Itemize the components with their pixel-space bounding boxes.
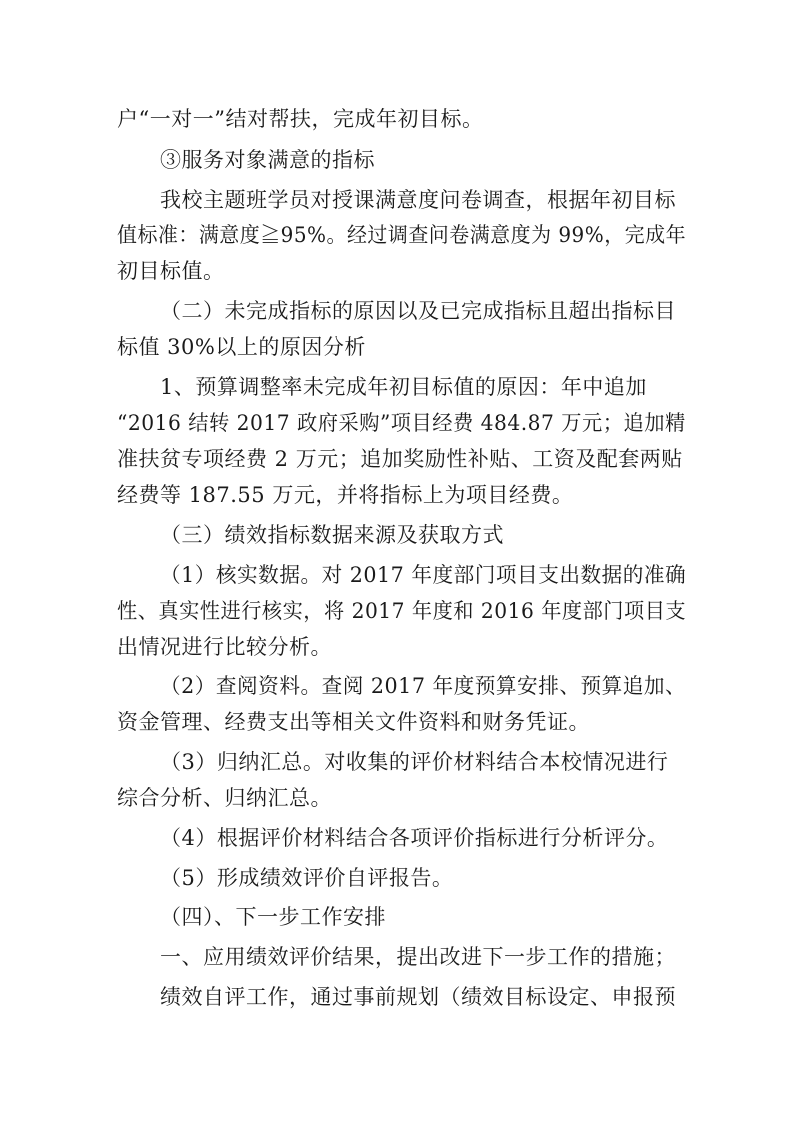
text-line-15: 出情况进行比较分析。: [117, 635, 332, 659]
text-line-22: （四）、下一步工作安排: [160, 905, 386, 929]
text-line-7: 标值 30%以上的原因分析: [117, 335, 366, 359]
text-line-14: 性、真实性进行核实，将 2017 年度和 2016 年度部门项目支: [117, 599, 687, 623]
text-line-21: （5）形成绩效评价自评报告。: [160, 866, 454, 890]
text-line-11: 经费等 187.55 万元，并将指标上为项目经费。: [117, 483, 574, 507]
text-line-2: ③服务对象满意的指标: [160, 148, 375, 172]
text-line-9: “2016 结转 2017 政府采购”项目经费 484.87 万元；追加精: [117, 411, 686, 435]
text-line-18: （3）归纳汇总。对收集的评价材料结合本校情况进行: [160, 750, 669, 774]
text-line-13: （1）核实数据。对 2017 年度部门项目支出数据的准确: [160, 563, 687, 587]
text-line-12: （三）绩效指标数据来源及获取方式: [160, 523, 504, 547]
text-line-4: 值标准：满意度≧95%。经过调查问卷满意度为 99%，完成年: [117, 223, 687, 247]
text-line-16: （2）查阅资料。查阅 2017 年度预算安排、预算追加、: [160, 674, 687, 698]
text-line-17: 资金管理、经费支出等相关文件资料和财务凭证。: [117, 710, 590, 734]
text-line-6: （二）未完成指标的原因以及已完成指标且超出指标目: [160, 299, 676, 323]
text-line-8: 1、预算调整率未完成年初目标值的原因：年中追加: [160, 375, 647, 399]
text-line-5: 初目标值。: [117, 259, 225, 283]
text-line-23: 一、应用绩效评价结果，提出改进下一步工作的措施；: [160, 945, 676, 969]
text-line-19: 综合分析、归纳汇总。: [117, 786, 332, 810]
text-line-3: 我校主题班学员对授课满意度问卷调查，根据年初目标: [160, 188, 676, 212]
text-line-24: 绩效自评工作，通过事前规划（绩效目标设定、申报预: [160, 985, 676, 1009]
text-line-1: 户“一对一”结对帮扶，完成年初目标。: [117, 107, 484, 131]
text-line-10: 准扶贫专项经费 2 万元；追加奖励性补贴、工资及配套两贴: [117, 447, 683, 471]
text-line-20: （4）根据评价材料结合各项评价指标进行分析评分。: [160, 826, 669, 850]
